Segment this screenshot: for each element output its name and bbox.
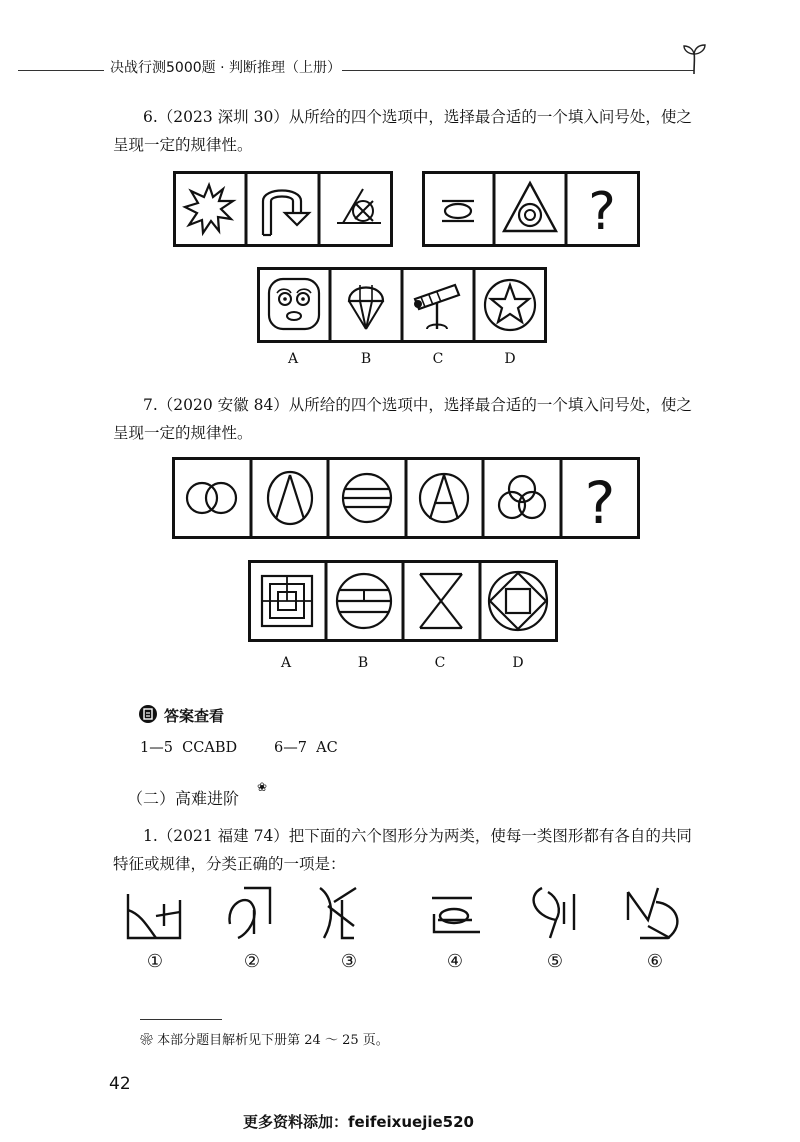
star-circle-icon [485,280,535,330]
figure-1-icon [128,894,180,938]
q7-question-mark: ? [584,469,616,537]
sprout-icon [682,42,708,80]
triangle-circle-cross-icon [337,189,381,223]
three-circles-icon [499,476,545,518]
answer-key-title: 答案查看 [164,707,225,725]
question-7-line-2: 呈现一定的规律性。 [113,424,253,442]
figure-number-3: ③ [340,951,358,972]
page-number: 42 [109,1074,131,1094]
telescope-icon [414,285,459,329]
q6-option-label-d: D [504,351,516,367]
q7-stem-row [172,457,640,539]
question-1-line-2: 特征或规律，分类正确的一项是： [113,855,346,873]
figure-number-6: ⑥ [646,951,664,972]
header-rule-left [18,70,104,71]
q1-figures-row [120,880,700,944]
figure-number-5: ⑤ [546,951,564,972]
q7-option-label-b: B [357,655,369,671]
nested-squares-icon [262,576,312,626]
question-6-text [113,103,713,159]
two-circles-icon [187,483,236,513]
figure-4-icon [432,898,480,932]
q7-options-row [248,560,558,642]
triangle-circles-icon [504,183,556,231]
footnote-rule [140,1019,222,1020]
question-7-text [113,391,713,447]
question-6-line-2: 呈现一定的规律性。 [113,136,253,154]
q6-question-mark: ? [588,182,616,242]
question-1-text [113,822,713,878]
figure-5-icon [534,888,574,938]
footer-contact: 更多资料添加：feifeixuejie520 [243,1113,474,1131]
q6-stem-group-2 [422,171,640,247]
question-7-line-1: 7.（2020 安徽 84）从所给的四个选项中，选择最合适的一个填入问号处，使之 [143,396,692,414]
hourglass-icon [420,574,462,628]
section-mark: ❀ [257,780,268,794]
parachute-icon [349,285,383,329]
face-icon [269,279,319,329]
q6-options-row [257,267,547,343]
q6-option-label-a: A [287,351,299,367]
running-header-title: 决战行测5000题 · 判断推理（上册） [110,60,341,76]
ellipse-bars-icon [442,201,474,221]
figure-number-1: ① [146,951,164,972]
section-title: （二）高难进阶 [127,789,240,808]
figure-6-icon [628,888,677,938]
figure-2-icon [229,888,270,938]
answer-key-line: 1—5 CCABD 6—7 AC [140,740,338,756]
figure-number-2: ② [243,951,261,972]
question-1-line-1: 1.（2021 福建 74）把下面的六个图形分为两类，使每一类图形都有各自的共同 [143,827,692,845]
answer-key-icon [138,704,158,728]
circle-bars-option-icon [337,574,391,628]
q6-option-label-c: C [432,351,444,367]
q6-stem-group-1 [173,171,393,247]
figure-number-4: ④ [446,951,464,972]
header-rule-right [342,70,694,71]
circle-diamond-square-icon [489,572,547,630]
u-turn-arrow-icon [263,191,309,236]
q6-option-label-b: B [360,351,372,367]
circle-caret-icon [268,472,312,524]
circle-bars-icon [343,474,391,522]
q7-option-label-d: D [512,655,524,671]
starburst-icon [185,185,233,233]
circle-letter-a-icon [420,474,468,522]
q7-option-label-c: C [434,655,446,671]
figure-3-icon [320,888,356,938]
question-6-line-1: 6.（2023 深圳 30）从所给的四个选项中，选择最合适的一个填入问号处，使之 [143,108,692,126]
footnote-text: ❀ 本部分题目解析见下册第 24 ～ 25 页。 [140,1033,389,1048]
q7-option-label-a: A [280,655,292,671]
